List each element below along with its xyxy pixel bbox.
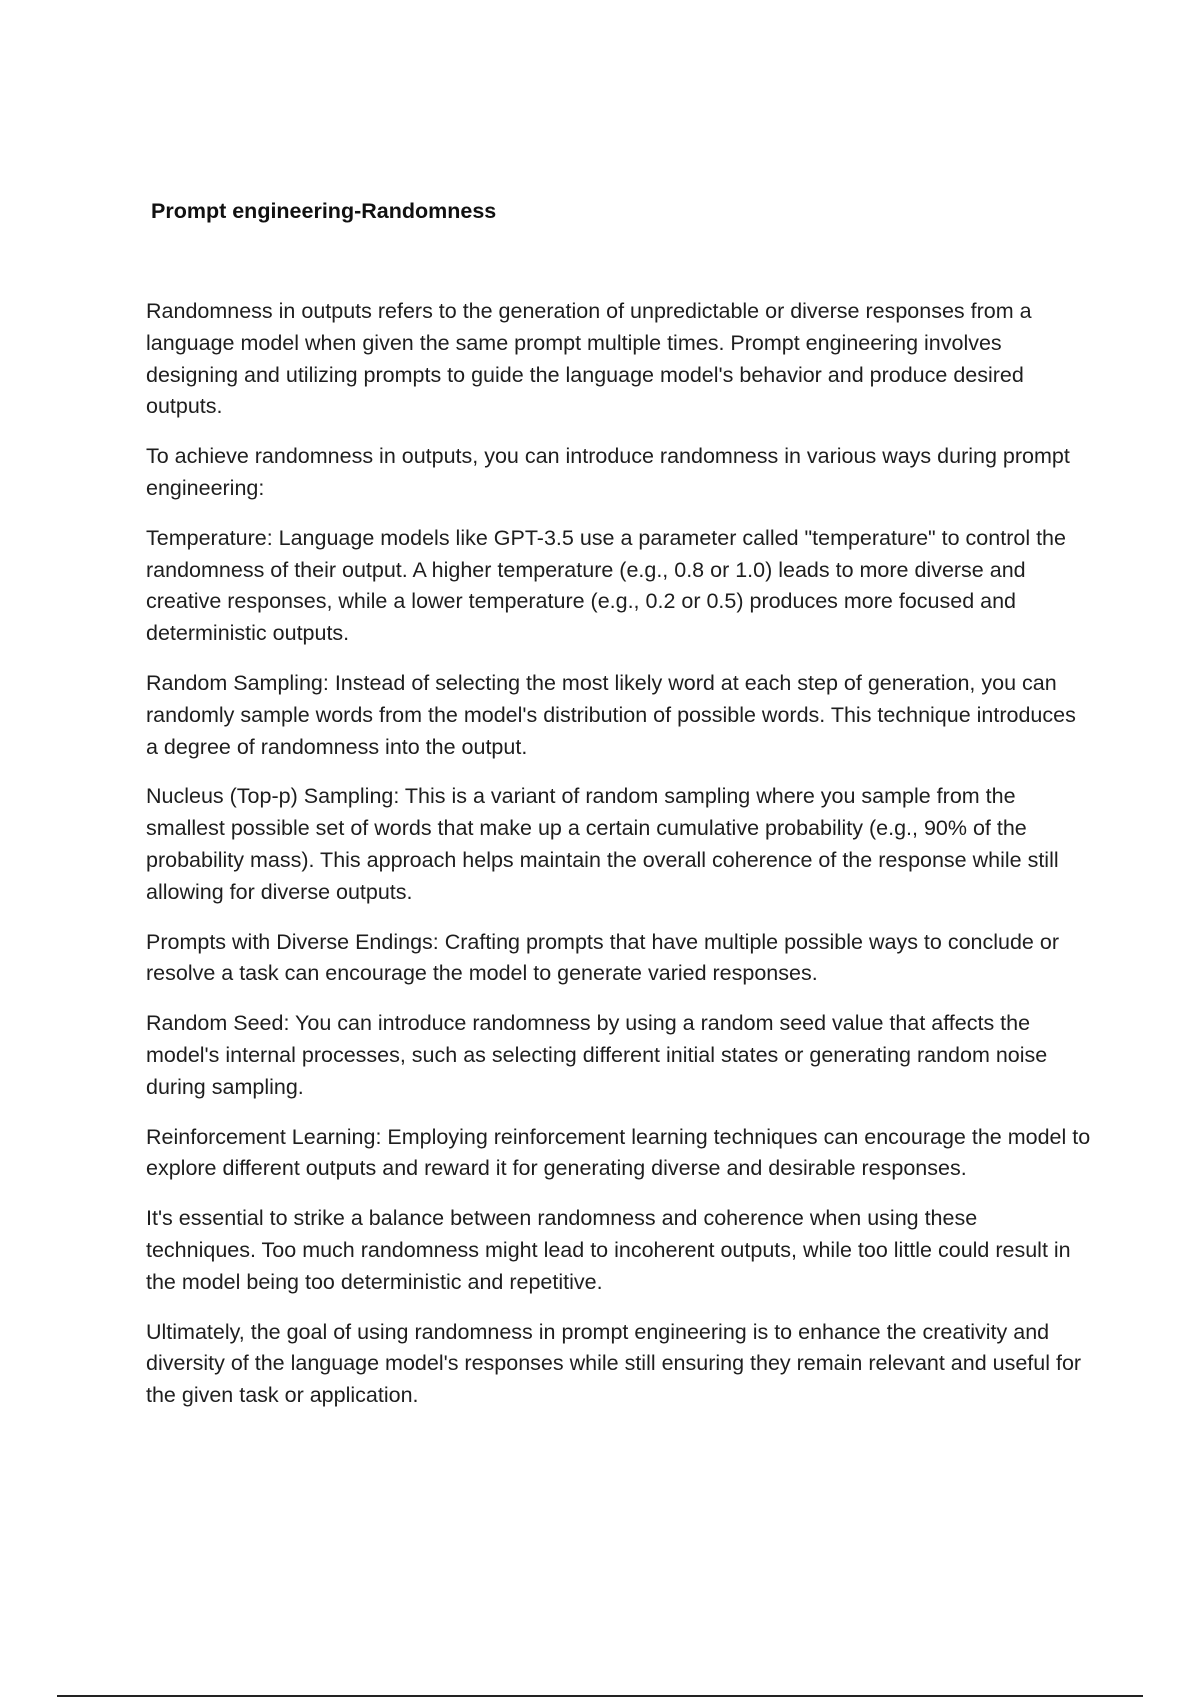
paragraph-ways-intro: To achieve randomness in outputs, you can introduce randomness in various ways during prompt engineering:	[146, 444, 1070, 500]
paragraph-diverse-endings: Prompts with Diverse Endings: Crafting prompts that have multiple possible ways to conclude or resolve a task can encourage the model to generate varied responses.	[146, 929, 1059, 986]
document-body	[146, 296, 1092, 1430]
document-title: Prompt engineering-Randomness	[151, 199, 497, 223]
page-bottom-divider	[57, 1695, 1143, 1697]
paragraph-balance: It's essential to strike a balance between randomness and coherence when using these techniques. Too much randomness might lead to incoherent outputs, while too little could result in the model being too deterministic and repetitive.	[146, 1206, 1071, 1294]
paragraph-temperature: Temperature: Language models like GPT-3.5 use a parameter called "temperature" to control the randomness of their output. A higher temperature (e.g., 0.8 or 1.0) leads to more diverse and creative responses, while a lower temperature (e.g., 0.2 or 0.5) produces more focused and deterministic outputs.	[146, 525, 1066, 646]
paragraph-intro: Randomness in outputs refers to the generation of unpredictable or diverse responses from a language model when given the same prompt multiple times. Prompt engineering involves designing and utilizing prompts to guide the language model's behavior and produce desired outputs.	[146, 299, 1032, 419]
paragraph-conclusion: Ultimately, the goal of using randomness in prompt engineering is to enhance the creativity and diversity of the language model's responses while still ensuring they remain relevant and useful for the given task or application.	[146, 1319, 1082, 1408]
paragraph-nucleus-sampling: Nucleus (Top-p) Sampling: This is a variant of random sampling where you sample from the smallest possible set of words that make up a certain cumulative probability (e.g., 90% of the probability mass). This approach helps maintain the overall coherence of the response while still allowing for diverse outputs.	[146, 784, 1059, 904]
paragraph-reinforcement-learning: Reinforcement Learning: Employing reinforcement learning techniques can encourage the model to explore different outputs and reward it for generating diverse and desirable responses.	[146, 1124, 1091, 1181]
paragraph-random-seed: Random Seed: You can introduce randomness by using a random seed value that affects the model's internal processes, such as selecting different initial states or generating random noise during sampling.	[146, 1011, 1048, 1099]
paragraph-random-sampling: Random Sampling: Instead of selecting the most likely word at each step of generation, you can randomly sample words from the model's distribution of possible words. This technique introduces a degree of randomness into the output.	[146, 670, 1076, 759]
